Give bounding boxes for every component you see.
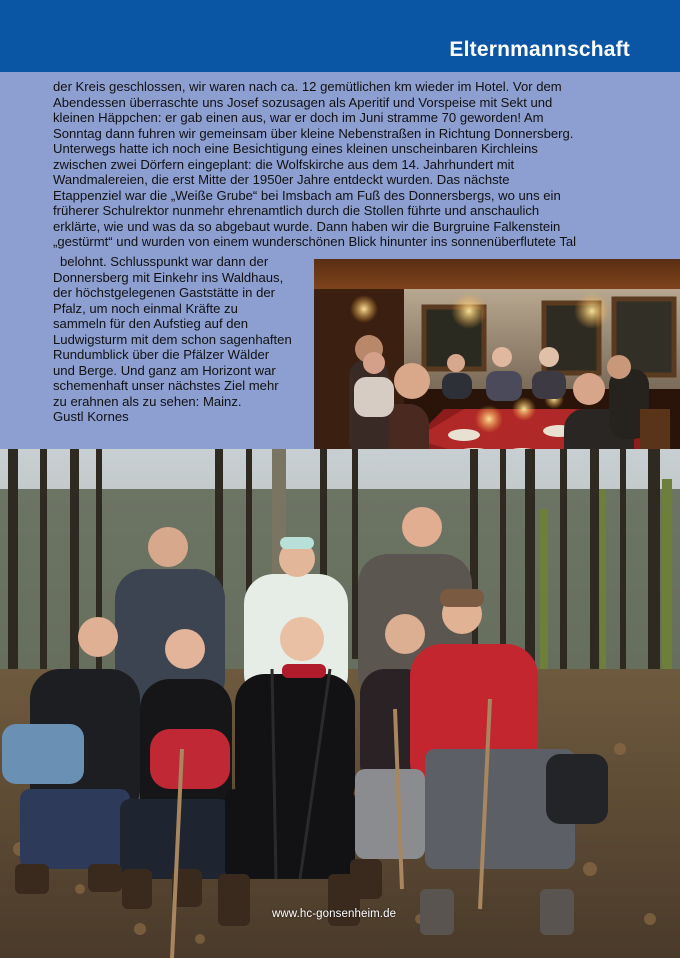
article-line: „gestürmt“ und wurden von einem wunderschönen Blick hinunter ins sonnenüberflutete Tal (53, 234, 577, 249)
article-line: kleinen Häppchen: er gab einen aus, war er doch im Juni stramme 70 geworden! Am (53, 110, 544, 125)
article-line: Rundumblick über die Pfälzer Wälder (53, 347, 270, 362)
article-text (53, 79, 633, 250)
article-line: Ludwigsturm mit dem schon sagenhaften (53, 331, 292, 347)
group-hiking-forest-photo (0, 449, 680, 958)
article-line: und Berge. Und ganz am Horizont war (53, 362, 276, 378)
article-line: früherer Schulrektor nunmehr ehrenamtlich durch die Stollen führte und anschaulich (53, 203, 540, 218)
article-line: erklärte, wie und was da so abgebaut wurde. Dann haben wir die Burgruine Falkenstein (53, 218, 561, 234)
article-line: Etappenziel war die „Weiße Grube“ bei Imsbach am Fuß des Donnersbergs, wo uns ein (53, 187, 561, 203)
article-line: der Kreis geschlossen, wir waren nach ca. 12 gemütlichen km wieder im Hotel. Vor dem (53, 79, 562, 94)
article-line: belohnt. Schlusspunkt war dann der (60, 254, 269, 269)
article-line: Wandmalereien, die erst Mitte der 1950er Jahre entdeckt wurden. Das nächste (53, 172, 510, 187)
article-text-continued (53, 254, 315, 425)
article-line: schemenhaft unser nächstes Ziel mehr (53, 378, 279, 393)
page-header (0, 0, 680, 72)
article-line: Pfalz, um noch einmal Kräfte zu (53, 300, 238, 316)
author-signature: Gustl Kornes (53, 409, 129, 424)
article-line: der höchstgelegenen Gaststätte in der (53, 285, 276, 300)
article-line: Unterwegs hatte ich noch eine Besichtigung eines kleinen unscheinbaren Kirchleins (53, 141, 538, 156)
article-line: zwischen zwei Dörfern eingeplant: die Wolfskirche aus dem 14. Jahrhundert mit (53, 156, 515, 172)
article-line: Donnersberg mit Einkehr ins Waldhaus, (53, 269, 284, 285)
article-line: sammeln für den Aufstieg auf den (53, 316, 249, 331)
website-url: www.hc-gonsenheim.de (272, 908, 397, 920)
article-line: Sonntag dann fuhren wir gemeinsam über kleine Nebenstraßen in Richtung Donnersberg. (53, 125, 574, 141)
page-title: Elternmannschaft (449, 38, 630, 61)
article-line: zu erahnen als zu sehen: Mainz. (53, 393, 242, 409)
article-line: Abendessen überraschte uns Josef sozusagen als Aperitif und Vorspeise mit Sekt und (53, 94, 553, 110)
